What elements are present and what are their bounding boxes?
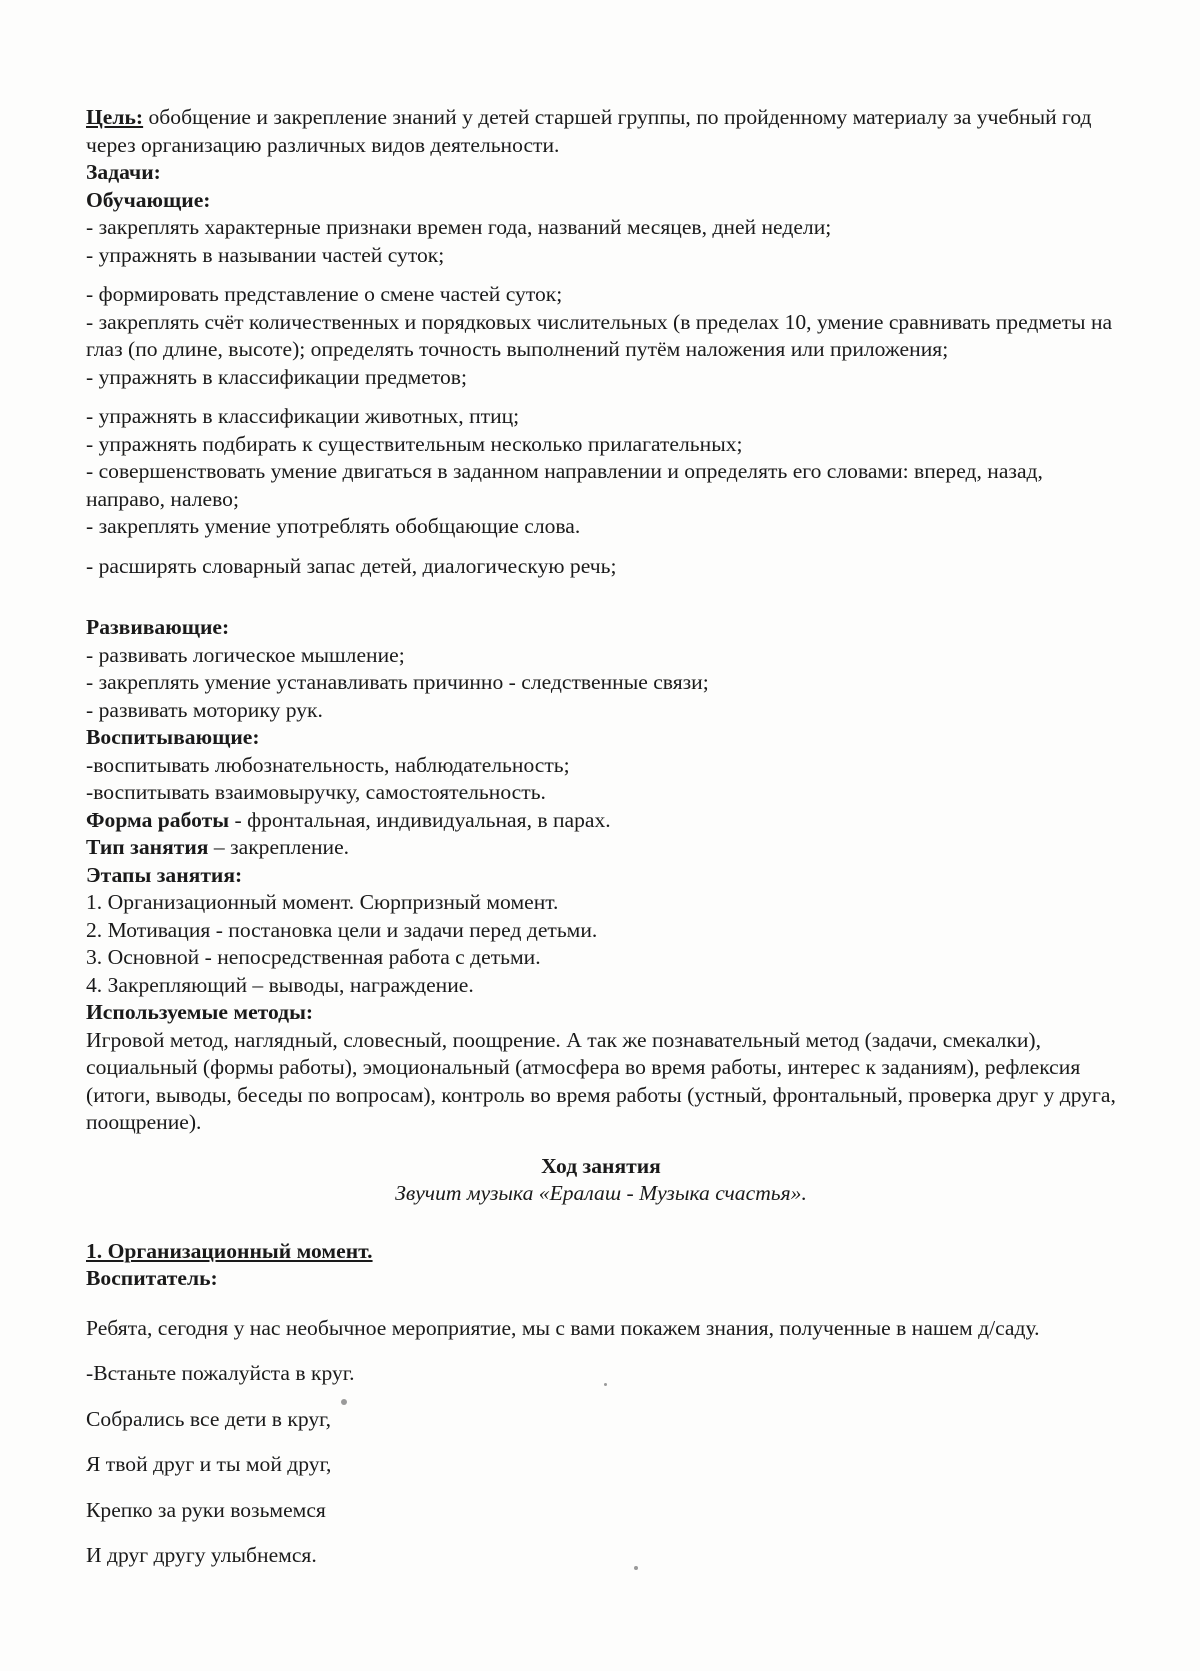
teaching-item: - формировать представление о смене частей суток; bbox=[86, 282, 563, 306]
lesson-type-label: Тип занятия bbox=[86, 835, 209, 859]
teaching-item: - закреплять счёт количественных и порядковых числительных (в пределах 10, умение сравнивать предметы на глаз (по длине, высоте); определять точность выполнений путём наложения или приложения; bbox=[86, 309, 1113, 361]
methods-heading: Используемые методы: bbox=[86, 1000, 314, 1024]
goal-text: обобщение и закрепление знаний у детей старшей группы, по пройденному материалу за учебный год через организацию различных видов деятельности. bbox=[86, 105, 1092, 157]
work-form-label: Форма работы bbox=[86, 807, 230, 832]
teaching-item: - расширять словарный запас детей, диалогическую речь; bbox=[86, 553, 617, 578]
org-moment-title: 1. Организационный момент. bbox=[86, 1238, 373, 1263]
teaching-item: - закреплять характерные признаки времен года, названий месяцев, дней недели; bbox=[86, 215, 832, 239]
speaker-label: Воспитатель: bbox=[86, 1266, 218, 1290]
educating-heading: Воспитывающие: bbox=[86, 725, 260, 749]
work-form-text: - фронтальная, индивидуальная, в парах. bbox=[229, 807, 611, 832]
teaching-item: - упражнять подбирать к существительным несколько прилагательных; bbox=[86, 431, 743, 456]
poem bbox=[86, 1360, 1116, 1570]
poem-line: Собрались все дети в круг, bbox=[86, 1406, 331, 1431]
teaching-item: - упражнять в назывании частей суток; bbox=[86, 242, 445, 267]
stage-item: 1. Организационный момент. Сюрпризный момент. bbox=[86, 890, 559, 914]
stage-item: 4. Закрепляющий – выводы, награждение. bbox=[86, 972, 474, 997]
teaching-heading: Обучающие: bbox=[86, 187, 211, 212]
work-form-line bbox=[86, 807, 1116, 835]
developing-heading: Развивающие: bbox=[86, 615, 230, 639]
course-music: Звучит музыка «Ералаш - Музыка счастья». bbox=[395, 1181, 807, 1205]
teaching-item: - упражнять в классификации животных, птиц; bbox=[86, 404, 520, 428]
teacher-speech: Ребята, сегодня у нас необычное мероприятие, мы с вами покажем знания, полученные в нашем д/саду. bbox=[86, 1315, 1040, 1340]
teaching-item: - упражнять в классификации предметов; bbox=[86, 364, 467, 389]
poem-line: Крепко за руки возьмемся bbox=[86, 1497, 326, 1522]
stage-item: 3. Основной - непосредственная работа с детьми. bbox=[86, 945, 541, 969]
stages-heading: Этапы занятия: bbox=[86, 862, 243, 887]
poem-line: И друг другу улыбнемся. bbox=[86, 1543, 317, 1567]
developing-item: - развивать моторику рук. bbox=[86, 697, 323, 722]
teaching-item: - закреплять умение употреблять обобщающие слова. bbox=[86, 514, 581, 538]
educating-item: -воспитывать любознательность, наблюдательность; bbox=[86, 752, 570, 777]
methods-text: Игровой метод, наглядный, словесный, поощрение. А так же познавательный метод (задачи, смекалки), социальный (формы работы), эмоциональный (атмосфера во время работы, интерес к заданиям), рефлексия (итоги, выводы, беседы по вопросам), контроль во время работы (устный, фронтальный, проверка друг у друга, поощрение). bbox=[86, 1027, 1116, 1134]
educating-item: -воспитывать взаимовыручку, самостоятельность. bbox=[86, 780, 546, 804]
course-title: Ход занятия bbox=[541, 1153, 661, 1178]
poem-line: -Встаньте пожалуйста в круг. bbox=[86, 1361, 355, 1385]
lesson-type-line bbox=[86, 834, 1116, 862]
goal-label: Цель: bbox=[86, 105, 144, 129]
lesson-type-text: – закрепление. bbox=[208, 835, 350, 859]
scan-speck bbox=[604, 1383, 607, 1386]
scan-speck bbox=[341, 1399, 347, 1405]
scan-speck bbox=[634, 1566, 638, 1570]
stage-item: 2. Мотивация - постановка цели и задачи перед детьми. bbox=[86, 917, 598, 942]
goal-paragraph bbox=[86, 104, 1116, 159]
poem-line: Я твой друг и ты мой друг, bbox=[86, 1452, 332, 1476]
tasks-heading: Задачи: bbox=[86, 160, 161, 184]
teaching-item: - совершенствовать умение двигаться в заданном направлении и определять его словами: вперед, назад, направо, налево; bbox=[86, 459, 1043, 511]
developing-item: - закреплять умение устанавливать причинно - следственные связи; bbox=[86, 670, 709, 694]
developing-item: - развивать логическое мышление; bbox=[86, 642, 405, 667]
document-body bbox=[86, 104, 1116, 1570]
